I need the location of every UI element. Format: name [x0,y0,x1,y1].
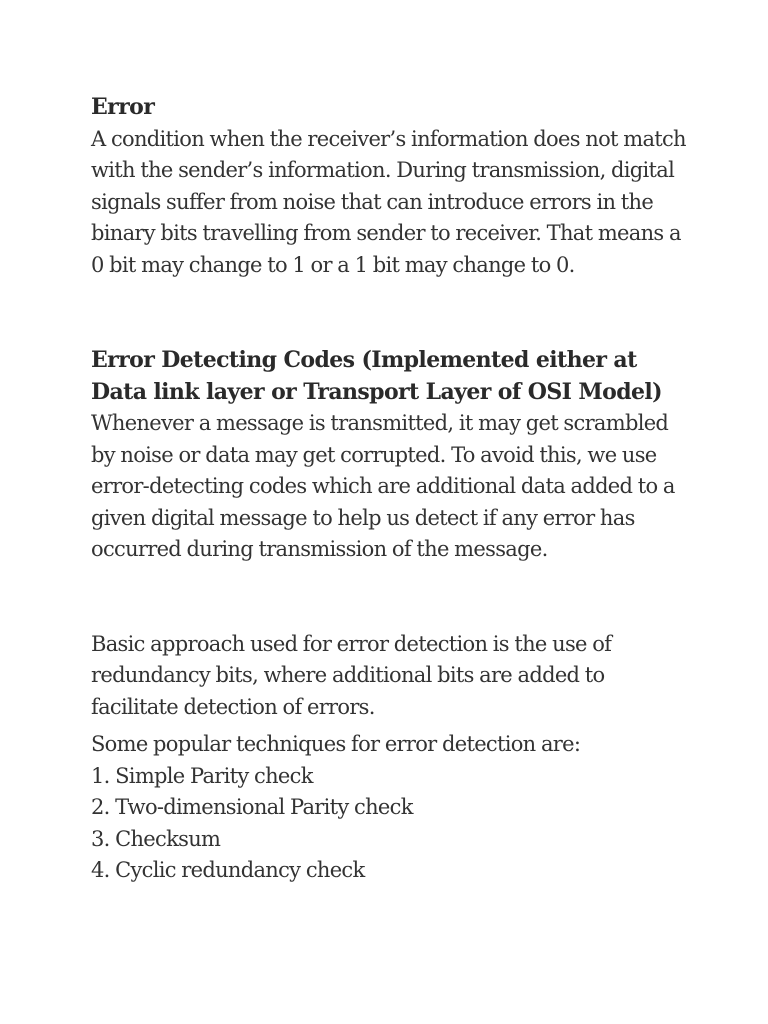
error-heading: Error [91,94,155,120]
error-detecting-codes-section [91,345,691,566]
basic-approach-section [91,629,691,887]
list-item: 3. Checksum [91,826,221,851]
techniques-intro: Some popular techniques for error detection are: [91,732,581,756]
basic-approach-body: Basic approach used for error detection is the use of redundancy bits, where additional bits are added to facilitate detection of errors. [91,631,612,719]
error-detecting-codes-body: Whenever a message is transmitted, it may get scrambled by noise or data may get corrupted. To avoid this, we use error-detecting codes which are additional data added to a given digital message to help us detect if any error has occurred during transmission of the message. [91,411,675,561]
list-item: 4. Cyclic redundancy check [91,858,365,882]
spacer [91,566,691,629]
list-item: 2. Two-dimensional Parity check [91,795,413,819]
error-section [91,92,691,281]
error-detecting-codes-heading: Error Detecting Codes (Implemented either at Data link layer or Transport Layer of OSI Model) [91,347,662,405]
techniques-list [91,761,691,887]
document-page [91,92,691,887]
list-item: 1. Simple Parity check [91,763,313,788]
error-definition: A condition when the receiver’s information does not match with the sender’s information. During transmission, digital signals suffer from noise that can introduce errors in the binary bits travelling from sender to receiver. That means a 0 bit may change to 1 or a 1 bit may change to 0. [91,126,686,277]
spacer [91,281,691,345]
